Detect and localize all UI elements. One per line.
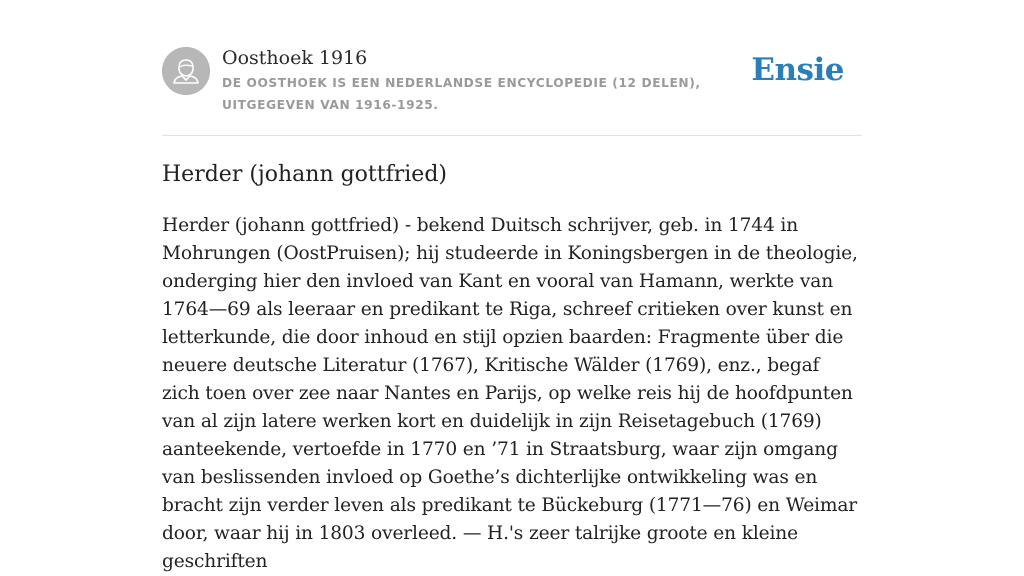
user-icon [162,47,210,95]
avatar[interactable] [162,47,210,95]
source-description: DE OOSTHOEK IS EEN NEDERLANDSE ENCYCLOPEDIE (12 DELEN), UITGEGEVEN VAN 1916-1925. [222,76,701,112]
source-header [162,0,862,136]
entry-body: Herder (johann gottfried) - bekend Duitsch schrijver, geb. in 1744 in Mohrungen (OostPruisen); hij studeerde in Koningsbergen in de theologie, onderging hier den invloed van Kant en vooral van Hamann, werkte van 1764—69 als leeraar en predikant te Riga, schreef critieken over kunst en letterkunde, die door inhoud en stijl opzien baarden: Fragmente über die neuere deutsche Literatur (1767), Kritische Wälder (1769), enz., begaf zich toen over zee naar Nantes en Parijs, op welke reis hij de hoofdpunten van al zijn latere werken kort en duidelijk in zijn Reisetagebuch (1769) aanteekende, vertoefde in 1770 en ’71 in Straatsburg, waar zijn omgang van beslissenden invloed op Goethe’s dichterlijke ontwikkeling was en bracht zijn verder leven als predikant te Bückeburg (1771—76) en Weimar door, waar hij in 1803 overleed. — H.'s zeer talrijke groote en kleine geschriften [162,215,858,572]
page-container [162,0,862,572]
page-title: Herder (johann gottfried) [162,162,447,187]
ensie-logo[interactable]: Ensie [751,52,844,88]
source-title[interactable]: Oosthoek 1916 [222,47,368,69]
